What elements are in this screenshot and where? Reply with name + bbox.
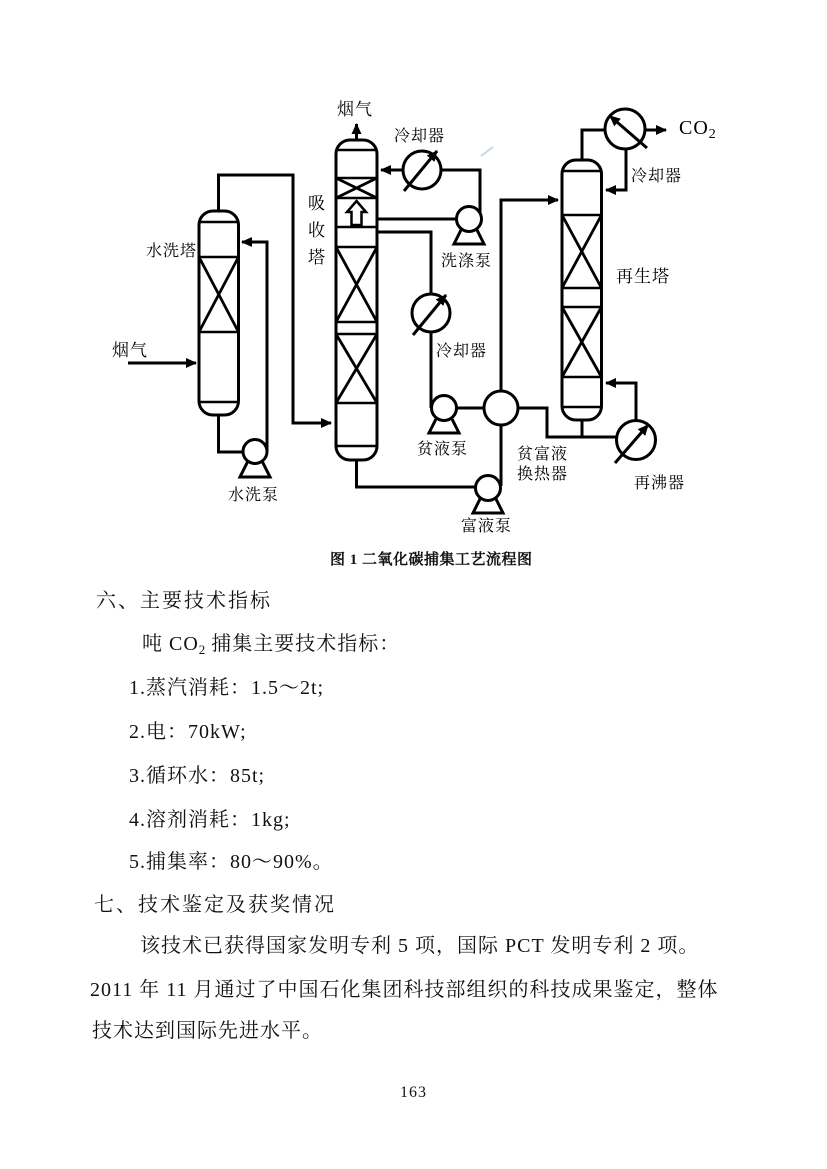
svg-text:收: 收: [308, 221, 326, 240]
pipe-cooler3-reflux: [606, 147, 626, 190]
wash-pump-label: 水洗泵: [228, 487, 280, 504]
pipe-hx-to-regen-inlet: [501, 200, 558, 408]
regen-tower-label: 再生塔: [616, 267, 670, 286]
heat-exchanger-label: [517, 444, 568, 483]
wash-tower: [199, 211, 239, 415]
s7-paragraph-line-1: 该技术已获得国家发明专利 5 项，国际 PCT 发明专利 2 项。: [140, 935, 700, 957]
process-flow-diagram: [0, 0, 827, 545]
scrub-pump-symbol: [454, 207, 484, 245]
scan-artifact: [481, 147, 493, 156]
lean-pump-symbol: [429, 396, 459, 434]
absorber-tower-label: [308, 194, 326, 267]
rich-pump-symbol: [473, 476, 503, 514]
reboiler-label: 再沸器: [634, 475, 686, 492]
pipe-washpump-to-tower: [242, 242, 267, 452]
indicator-item-3: 3.循环水：85t;: [129, 765, 266, 787]
svg-text:吸: 吸: [308, 194, 326, 213]
regeneration-tower: [562, 160, 602, 420]
wash-pump-symbol: [240, 440, 270, 478]
wash-tower-label: 水洗塔: [146, 243, 198, 260]
s6-intro-pre: 吨 CO: [142, 633, 199, 655]
cooler-right-label: 冷却器: [631, 168, 683, 185]
absorber-tower: [336, 140, 377, 460]
scrub-pump-label: 洗涤泵: [441, 253, 493, 270]
s7-paragraph-line-3: 技术达到国际先进水平。: [92, 1020, 323, 1042]
s6-intro-post: 捕集主要技术指标：: [205, 633, 401, 655]
cooler-top-label: 冷却器: [394, 128, 446, 145]
reboiler-symbol: [615, 421, 656, 464]
flue-gas-inlet-label: 烟气: [112, 341, 148, 360]
s6-intro-line: [142, 627, 400, 658]
rich-pump-label: 富液泵: [461, 518, 513, 535]
s6-intro-subscript: 2: [198, 642, 206, 657]
flue-gas-top-label: 烟气: [337, 100, 373, 119]
indicator-item-2: 2.电：70kW;: [129, 721, 247, 743]
lean-pump-label: 贫液泵: [417, 441, 469, 458]
page-number: 163: [400, 1084, 427, 1101]
figure-caption: 图 1 二氧化碳捕集工艺流程图: [330, 552, 533, 568]
cooler-top-symbol: [403, 151, 441, 191]
indicator-item-1: 1.蒸汽消耗：1.5～2t;: [129, 677, 325, 699]
indicator-item-4: 4.溶剂消耗：1kg;: [129, 809, 291, 831]
pipe-hx-to-regen-bottom: [501, 408, 622, 437]
lean-rich-heat-exchanger-symbol: [484, 391, 518, 425]
svg-text:贫富液: 贫富液: [517, 446, 569, 463]
cooler-right-symbol: [605, 109, 647, 149]
indicator-item-5: 5.捕集率：80～90%。: [129, 851, 334, 873]
cooler-mid-label: 冷却器: [436, 343, 488, 360]
pipe-absorber-bottom-to-richpump: [357, 455, 479, 487]
section-6-heading: 六、主要技术指标: [96, 590, 272, 612]
section-7-heading: 七、技术鉴定及获奖情况: [94, 894, 336, 916]
svg-text:塔: 塔: [308, 248, 326, 267]
co2-product-label: CO2: [679, 117, 717, 142]
cooler-mid-symbol: [412, 294, 450, 335]
svg-text:换热器: 换热器: [517, 466, 569, 483]
s7-paragraph-line-2: 2011 年 11 月通过了中国石化集团科技部组织的科技成果鉴定，整体: [90, 979, 719, 1001]
